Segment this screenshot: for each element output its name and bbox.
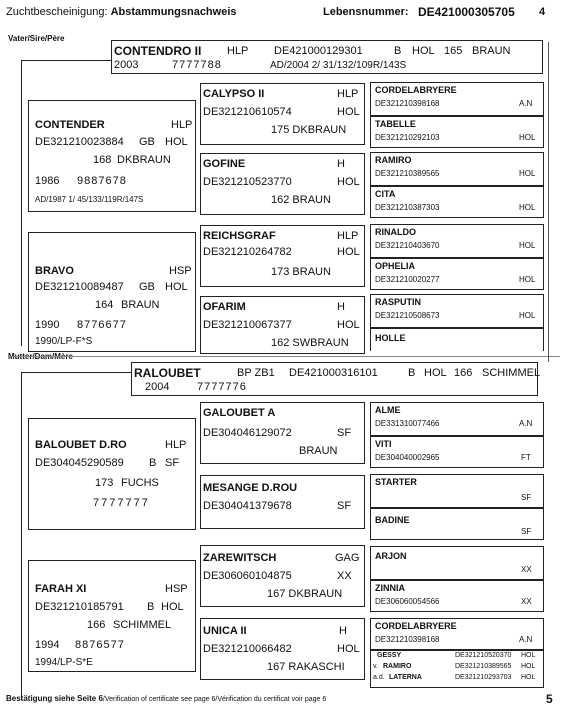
sire-height: 165 bbox=[444, 45, 463, 57]
gen2-code: 8776677 bbox=[77, 319, 127, 331]
gen4-name: CITA bbox=[375, 189, 396, 199]
gen3-name: GALOUBET A bbox=[203, 407, 276, 419]
gen3-size: BRAUN bbox=[299, 445, 338, 457]
gen2-performance: 1994/LP-S*E bbox=[35, 657, 93, 668]
gen3-breed: HLP bbox=[337, 230, 359, 242]
gen4-stud: FT bbox=[521, 453, 531, 462]
dam-year: 2004 bbox=[145, 381, 170, 393]
gen4-extra-reg: DE321210389565 bbox=[455, 663, 512, 670]
gen4-box bbox=[370, 618, 544, 650]
dam-connector bbox=[21, 372, 22, 700]
sire-year: 2003 bbox=[114, 59, 139, 71]
dam-box bbox=[131, 362, 541, 396]
sire-sex: B bbox=[394, 45, 402, 57]
gen2-year: 1986 bbox=[35, 175, 60, 187]
sire-breed: HLP bbox=[227, 45, 249, 57]
gen2-height: 173 bbox=[95, 477, 114, 489]
gen3-box bbox=[200, 225, 365, 287]
gen4-name: VITI bbox=[375, 439, 392, 449]
gen4-box bbox=[370, 82, 544, 116]
gen4-reg: DE321210403670 bbox=[375, 241, 440, 250]
gen4-stud: A.N bbox=[519, 99, 533, 108]
gen4-name: TABELLE bbox=[375, 119, 416, 129]
gen3-stud: HOL bbox=[337, 246, 360, 258]
gen4-name: ALME bbox=[375, 405, 401, 415]
gen4-stud: HOL bbox=[521, 652, 536, 659]
gen4-extra-name: RAMIRO bbox=[383, 663, 412, 670]
gen3-box bbox=[200, 83, 365, 145]
gen4-box-last bbox=[370, 650, 544, 688]
gen3-breed: GAG bbox=[335, 552, 360, 564]
gen2-performance: AD/1987 1/ 45/133/119R/147S bbox=[35, 195, 144, 204]
gen4-box bbox=[370, 436, 544, 468]
dam-breed: BP ZB1 bbox=[237, 367, 275, 379]
gen2-sex: GB bbox=[139, 136, 155, 148]
gen4-stud: SF bbox=[521, 527, 532, 536]
gen2-stud: HOL bbox=[165, 136, 188, 148]
page-number-bottom: 5 bbox=[546, 692, 553, 706]
gen4-box bbox=[370, 328, 544, 351]
title-prefix: Zuchtbescheinigung: bbox=[6, 6, 108, 18]
gen2-name: BRAVO bbox=[35, 265, 74, 277]
gen2-name: BALOUBET D.RO bbox=[35, 439, 127, 451]
gen2-box-contender bbox=[28, 100, 196, 212]
gen4-reg: DE321210292103 bbox=[375, 133, 440, 142]
document-title bbox=[6, 6, 237, 18]
gen4-stud: SF bbox=[521, 493, 532, 502]
gen4-stud: HOL bbox=[519, 133, 536, 142]
gen4-box bbox=[370, 116, 544, 148]
title-main: Abstammungsnachweis bbox=[110, 6, 237, 18]
gen3-stud: HOL bbox=[337, 176, 360, 188]
gen4-extra-name: LATERNA bbox=[389, 674, 422, 681]
gen2-name: FARAH XI bbox=[35, 583, 87, 595]
lebensnummer-label: Lebensnummer: bbox=[323, 6, 409, 18]
gen4-reg: DE321210389565 bbox=[375, 169, 440, 178]
gen3-reg: DE304046129072 bbox=[203, 427, 292, 439]
gen4-box bbox=[370, 508, 544, 540]
gen2-reg: DE304045290589 bbox=[35, 457, 124, 469]
gen3-size: 162 SWBRAUN bbox=[271, 337, 349, 349]
gen3-name: ZAREWITSCH bbox=[203, 552, 277, 564]
gen4-stud: XX bbox=[521, 565, 532, 574]
gen2-color: DKBRAUN bbox=[117, 154, 171, 166]
gen3-size: 175 DKBRAUN bbox=[271, 124, 347, 136]
gen2-code: 9887678 bbox=[77, 175, 127, 187]
gen3-reg: DE321210066482 bbox=[203, 643, 292, 655]
gen3-stud: SF bbox=[337, 427, 352, 439]
gen4-box bbox=[370, 152, 544, 186]
gen3-stud: HOL bbox=[337, 319, 360, 331]
gen3-breed: H bbox=[337, 158, 345, 170]
gen3-name: MESANGE D.ROU bbox=[203, 482, 298, 494]
gen4-stud: HOL bbox=[519, 275, 536, 284]
gen2-stud: HOL bbox=[161, 601, 184, 613]
gen3-box bbox=[200, 153, 365, 215]
gen4-reg: DE321210520370 bbox=[455, 652, 512, 659]
gen2-breed: HSP bbox=[165, 583, 188, 595]
sire-reg: DE421000129301 bbox=[274, 45, 363, 57]
sire-stud: HOL bbox=[412, 45, 435, 57]
gen3-reg: DE321210264782 bbox=[203, 246, 292, 258]
gen2-color: FUCHS bbox=[121, 477, 159, 489]
gen2-breed: HSP bbox=[169, 265, 192, 277]
gen2-box-farah bbox=[28, 560, 196, 672]
gen4-extra-prefix: v. bbox=[373, 663, 378, 670]
gen3-name: OFARIM bbox=[203, 301, 246, 313]
gen4-stud: XX bbox=[521, 597, 532, 606]
gen4-name: BADINE bbox=[375, 515, 410, 525]
gen4-reg: DE321210508673 bbox=[375, 311, 440, 320]
gen4-name: CORDELABRYERE bbox=[375, 621, 457, 631]
dam-name: RALOUBET bbox=[134, 366, 201, 380]
gen2-height: 166 bbox=[87, 619, 106, 631]
gen3-size: 162 BRAUN bbox=[271, 194, 331, 206]
gen2-reg: DE321210023884 bbox=[35, 136, 124, 148]
sire-name: CONTENDRO II bbox=[114, 44, 202, 58]
footer-note bbox=[6, 694, 326, 703]
dam-code: 7777776 bbox=[197, 381, 247, 393]
gen3-name: GOFINE bbox=[203, 158, 246, 170]
gen3-reg: DE321210610574 bbox=[203, 106, 292, 118]
gen2-reg: DE321210089487 bbox=[35, 281, 124, 293]
dam-color: SCHIMMEL bbox=[482, 367, 541, 379]
gen2-sex: GB bbox=[139, 281, 155, 293]
gen3-stud: HOL bbox=[337, 106, 360, 118]
gen3-box bbox=[200, 475, 365, 529]
gen3-breed: H bbox=[339, 625, 347, 637]
footer-note-rest: /Verification of certificate see page 6/Vérification du certificat voir page 6 bbox=[102, 696, 327, 703]
gen4-name: HOLLE bbox=[375, 333, 406, 343]
gen2-stud: SF bbox=[165, 457, 180, 469]
gen3-box bbox=[200, 545, 365, 607]
page-number-top: 4 bbox=[539, 6, 546, 18]
gen4-box bbox=[370, 294, 544, 328]
gen4-box bbox=[370, 402, 544, 436]
gen2-year: 1990 bbox=[35, 319, 60, 331]
right-border-sire bbox=[548, 42, 549, 362]
gen4-name: ZINNIA bbox=[375, 583, 405, 593]
gen4-box bbox=[370, 580, 544, 612]
gen2-code: 8876577 bbox=[75, 639, 125, 651]
gen3-name: UNICA II bbox=[203, 625, 247, 637]
gen2-year: 1994 bbox=[35, 639, 60, 651]
gen4-extra-stud: HOL bbox=[521, 674, 536, 681]
dam-sex: B bbox=[408, 367, 416, 379]
gen4-name: CORDELABRYERE bbox=[375, 85, 457, 95]
gen3-box bbox=[200, 402, 365, 464]
gen4-extra-prefix: a.d. bbox=[373, 674, 385, 681]
gen3-breed: HLP bbox=[337, 88, 359, 100]
sire-color: BRAUN bbox=[472, 45, 511, 57]
gen2-box-bravo bbox=[28, 232, 196, 352]
gen3-size: 173 BRAUN bbox=[271, 266, 331, 278]
gen4-stud: HOL bbox=[519, 169, 536, 178]
gen4-name: RASPUTIN bbox=[375, 297, 422, 307]
gen2-reg: DE321210185791 bbox=[35, 601, 124, 613]
gen3-reg: DE321210067377 bbox=[203, 319, 292, 331]
footer-note-bold: Bestätigung siehe Seite 6 bbox=[6, 694, 103, 703]
gen2-box-baloubet bbox=[28, 418, 196, 530]
section-divider bbox=[8, 356, 560, 357]
dam-reg: DE421000316101 bbox=[289, 367, 378, 379]
gen4-name: RAMIRO bbox=[375, 155, 412, 165]
gen3-box bbox=[200, 296, 365, 354]
gen4-reg: DE321210398168 bbox=[375, 635, 440, 644]
gen3-stud: HOL bbox=[337, 643, 360, 655]
gen2-color: SCHIMMEL bbox=[113, 619, 172, 631]
sire-performance: AD/2004 2/ 31/132/109R/143S bbox=[270, 60, 407, 71]
gen4-stud: A.N bbox=[519, 635, 533, 644]
gen4-box bbox=[370, 186, 544, 218]
gen2-stud: HOL bbox=[165, 281, 188, 293]
lebensnummer-value: DE421000305705 bbox=[418, 5, 515, 19]
gen2-code: 7777777 bbox=[93, 497, 150, 509]
dam-stud: HOL bbox=[424, 367, 447, 379]
gen4-reg: DE321210020277 bbox=[375, 275, 440, 284]
sire-section-label: Vater/Sire/Père bbox=[8, 34, 65, 43]
gen4-box bbox=[370, 258, 544, 290]
gen4-reg: DE321210387303 bbox=[375, 203, 440, 212]
sire-code: 7777788 bbox=[172, 59, 222, 71]
gen3-reg: DE321210523770 bbox=[203, 176, 292, 188]
sire-connector-h bbox=[21, 60, 111, 61]
gen2-sex: B bbox=[149, 457, 157, 469]
gen2-breed: HLP bbox=[165, 439, 187, 451]
gen4-stud: HOL bbox=[519, 241, 536, 250]
gen4-reg: DE321210398168 bbox=[375, 99, 440, 108]
gen4-name: GESSY bbox=[377, 652, 402, 659]
gen2-breed: HLP bbox=[171, 119, 193, 131]
gen3-size: 167 RAKASCHI bbox=[267, 661, 345, 673]
gen4-box bbox=[370, 224, 544, 258]
gen4-name: ARJON bbox=[375, 551, 407, 561]
gen4-stud: HOL bbox=[519, 311, 536, 320]
gen3-reg: DE304041379678 bbox=[203, 500, 292, 512]
gen2-height: 168 bbox=[93, 154, 112, 166]
gen2-name: CONTENDER bbox=[35, 119, 105, 131]
gen4-stud: A.N bbox=[519, 419, 533, 428]
gen2-sex: B bbox=[147, 601, 155, 613]
gen2-color: BRAUN bbox=[121, 299, 160, 311]
gen4-extra-reg: DE321210293703 bbox=[455, 674, 512, 681]
dam-connector-h bbox=[21, 372, 131, 373]
gen3-breed: H bbox=[337, 301, 345, 313]
gen4-name: OPHELIA bbox=[375, 261, 416, 271]
gen4-box bbox=[370, 546, 544, 580]
gen3-size: 167 DKBRAUN bbox=[267, 588, 343, 600]
gen4-reg: DE331310077466 bbox=[375, 419, 440, 428]
gen3-box bbox=[200, 618, 365, 680]
gen3-name: REICHSGRAF bbox=[203, 230, 276, 242]
gen3-name: CALYPSO II bbox=[203, 88, 265, 100]
gen2-height: 164 bbox=[95, 299, 114, 311]
gen2-performance: 1990/LP-F*S bbox=[35, 336, 93, 347]
gen3-stud: SF bbox=[337, 500, 352, 512]
gen4-name: RINALDO bbox=[375, 227, 416, 237]
gen4-extra-stud: HOL bbox=[521, 663, 536, 670]
gen3-stud: XX bbox=[337, 570, 352, 582]
gen4-box bbox=[370, 474, 544, 508]
gen4-name: STARTER bbox=[375, 477, 417, 487]
gen3-reg: DE306060104875 bbox=[203, 570, 292, 582]
gen4-reg: DE304040002965 bbox=[375, 453, 440, 462]
gen4-stud: HOL bbox=[519, 203, 536, 212]
dam-height: 166 bbox=[454, 367, 473, 379]
gen4-reg: DE306060054566 bbox=[375, 597, 440, 606]
sire-connector bbox=[21, 60, 22, 346]
